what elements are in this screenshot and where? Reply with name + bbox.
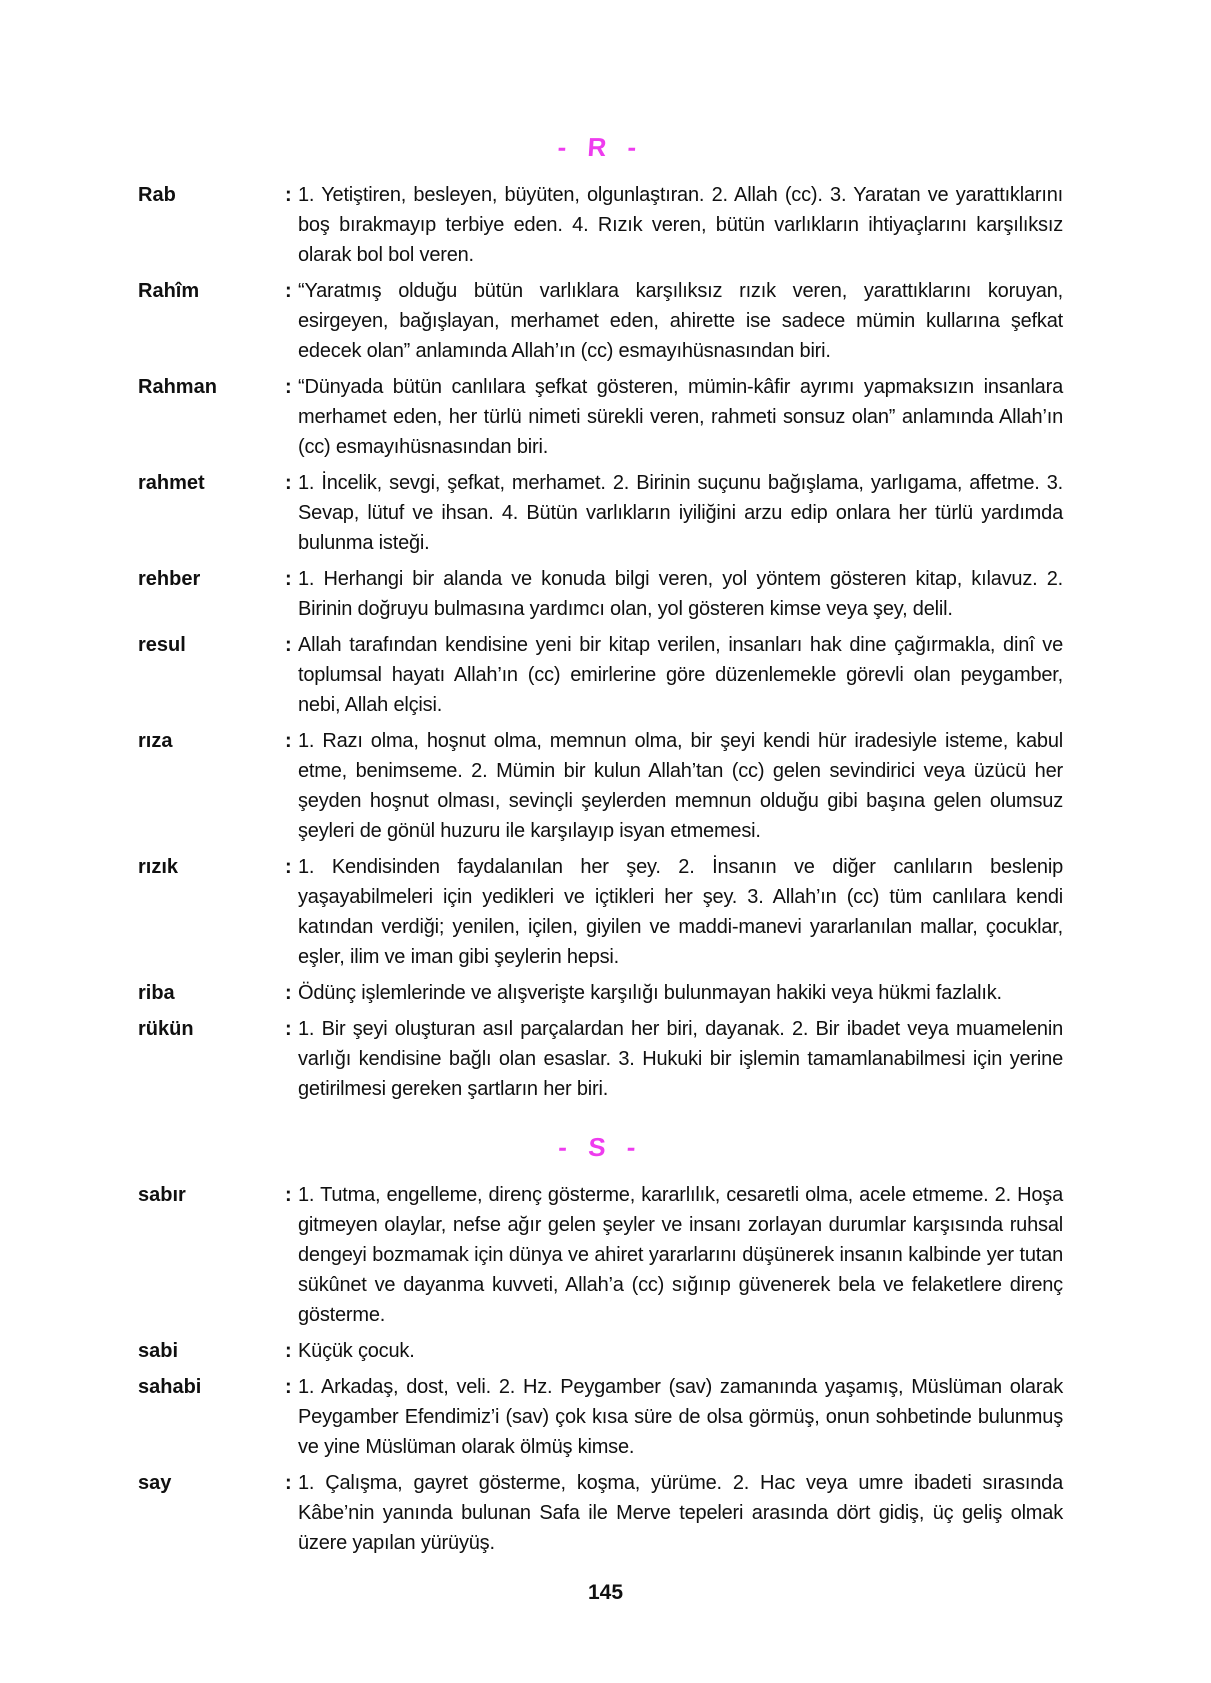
term-label: resul: [138, 634, 186, 656]
term-label: rahmet: [138, 472, 205, 494]
section-letter-header: - R -: [556, 132, 645, 162]
colon-separator: :: [285, 856, 292, 878]
term-label: Rab: [138, 184, 176, 206]
term-label: sabi: [138, 1340, 179, 1362]
definition-text: Allah tarafından kendisine yeni bir kitap verilen, insanları hak dine çağırmakla, dinî ve toplumsal hayatı Allah’ın (cc) emirlerine göre düzenlemekle görevli olan peygamber, nebi, Allah elçisi.: [298, 634, 1063, 716]
colon-separator: :: [285, 982, 292, 1004]
term-label: sabır: [138, 1184, 186, 1206]
glossary-entry: [138, 1336, 1063, 1366]
colon-separator: :: [285, 568, 292, 590]
glossary-entry: [138, 1180, 1063, 1330]
colon-separator: :: [285, 280, 292, 302]
glossary-entry: [138, 468, 1063, 558]
glossary-entry: [138, 1372, 1063, 1462]
definition-text: 1. Razı olma, hoşnut olma, memnun olma, bir şeyi kendi hür iradesiyle isteme, kabul etme, benimseme. 2. Mümin bir kulun Allah’tan (cc) gelen sevindirici veya üzücü her şeyden hoşnut olması, sevinçli şeylerden memnun olduğu gibi başına gelen olumsuz şeyleri de gönül huzuru ile karşılayıp isyan etmemesi.: [298, 730, 1063, 842]
glossary-entry: [138, 180, 1063, 270]
page-number: 145: [587, 1581, 624, 1604]
term-label: rızık: [138, 856, 179, 878]
definition-text: 1. İncelik, sevgi, şefkat, merhamet. 2. Birinin suçunu bağışlama, yarlıgama, affetme. 3. Sevap, lütuf ve ihsan. 4. Bütün varlıkların iyiliğini arzu edip onlara her türlü yardımda bulunma isteği.: [298, 472, 1063, 554]
definition-text: 1. Yetiştiren, besleyen, büyüten, olgunlaştıran. 2. Allah (cc). 3. Yaratan ve yarattıklarını boş bırakmayıp terbiye eden. 4. Rızık veren, bütün varlıkların ihtiyaçlarını karşılıksız olarak bol bol veren.: [298, 184, 1063, 266]
definition-text: 1. Arkadaş, dost, veli. 2. Hz. Peygamber (sav) zamanında yaşamış, Müslüman olarak Peygamber Efendimiz’i (sav) çok kısa süre de olsa görmüş, onun sohbetinde bulunmuş ve yine Müslüman olarak ölmüş kimse.: [298, 1376, 1063, 1458]
glossary-entry: [138, 726, 1063, 846]
term-label: riba: [138, 982, 175, 1004]
definition-text: Küçük çocuk.: [298, 1340, 415, 1362]
colon-separator: :: [285, 1184, 292, 1206]
colon-separator: :: [285, 184, 292, 206]
definition-text: 1. Kendisinden faydalanılan her şey. 2. İnsanın ve diğer canlıların beslenip yaşayabilmeleri için yedikleri ve içtikleri her şey. 3. Allah’ın (cc) tüm canlılara kendi katından verdiği; yenilen, içilen, giyilen ve maddi-manevi yararlanılan mallar, çocuklar, eşler, ilim ve iman gibi şeylerin hepsi.: [298, 856, 1063, 968]
definition-text: “Yaratmış olduğu bütün varlıklara karşılıksız rızık veren, yarattıklarını koruyan, esirgeyen, bağışlayan, merhamet eden, ahirette ise sadece mümin kullarına şefkat edecek olan” anlamında Allah’ın (cc) esmayıhüsnasından biri.: [298, 280, 1063, 362]
definition-text: 1. Herhangi bir alanda ve konuda bilgi veren, yol yöntem gösteren kitap, kılavuz. 2. Birinin doğruyu bulmasına yardımcı olan, yol gösteren kimse veya şey, delil.: [298, 568, 1063, 620]
term-label: rehber: [138, 568, 201, 590]
glossary-content: [138, 130, 1063, 1558]
colon-separator: :: [285, 1018, 292, 1040]
term-label: rıza: [138, 730, 173, 752]
definition-text: 1. Bir şeyi oluşturan asıl parçalardan her biri, dayanak. 2. Bir ibadet veya muamelenin varlığı kendisine bağlı olan esaslar. 3. Hukuki bir işlemin tamamlanabilmesi için yerine getirilmesi gereken şartların her biri.: [298, 1018, 1063, 1100]
glossary-entry: [138, 372, 1063, 462]
colon-separator: :: [285, 1472, 292, 1494]
term-label: say: [138, 1472, 172, 1494]
glossary-entry: [138, 852, 1063, 972]
term-label: rükün: [138, 1018, 194, 1040]
definition-text: “Dünyada bütün canlılara şefkat gösteren, mümin-kâfir ayrımı yapmaksızın insanlara merhamet eden, her türlü nimeti sürekli veren, rahmeti sonsuz olan” anlamında Allah’ın (cc) esmayıhüsnasından biri.: [298, 376, 1063, 458]
colon-separator: :: [285, 472, 292, 494]
glossary-entry: [138, 978, 1063, 1008]
colon-separator: :: [285, 730, 292, 752]
definition-text: Ödünç işlemlerinde ve alışverişte karşılığı bulunmayan hakiki veya hükmi fazlalık.: [298, 982, 1002, 1004]
definition-text: 1. Tutma, engelleme, direnç gösterme, kararlılık, cesaretli olma, acele etmeme. 2. Hoşa gitmeyen olaylar, nefse ağır gelen şeyler ve insanı zorlayan durumlar karşısında ruhsal dengeyi bozmamak için dünya ve ahiret yararlarını düşünerek insanın kalbinde yer tutan sükûnet ve dayanma kuvveti, Allah’a (cc) sığınıp güvenerek bela ve felaketlere direnç gösterme.: [298, 1184, 1063, 1326]
term-label: Rahman: [138, 376, 217, 398]
colon-separator: :: [285, 634, 292, 656]
section-letter-header: - S -: [557, 1132, 644, 1162]
glossary-entry: [138, 630, 1063, 720]
glossary-entry: [138, 1014, 1063, 1104]
glossary-entry: [138, 276, 1063, 366]
term-label: sahabi: [138, 1376, 202, 1398]
glossary-entry: [138, 1468, 1063, 1558]
page-footer: [0, 1580, 1211, 1606]
term-label: Rahîm: [138, 280, 200, 302]
colon-separator: :: [285, 1376, 292, 1398]
colon-separator: :: [285, 376, 292, 398]
definition-text: 1. Çalışma, gayret gösterme, koşma, yürüme. 2. Hac veya umre ibadeti sırasında Kâbe’nin yanında bulunan Safa ile Merve tepeleri arasında dört gidiş, üç geliş olmak üzere yapılan yürüyüş.: [298, 1472, 1063, 1554]
glossary-entry: [138, 564, 1063, 624]
colon-separator: :: [285, 1340, 292, 1362]
